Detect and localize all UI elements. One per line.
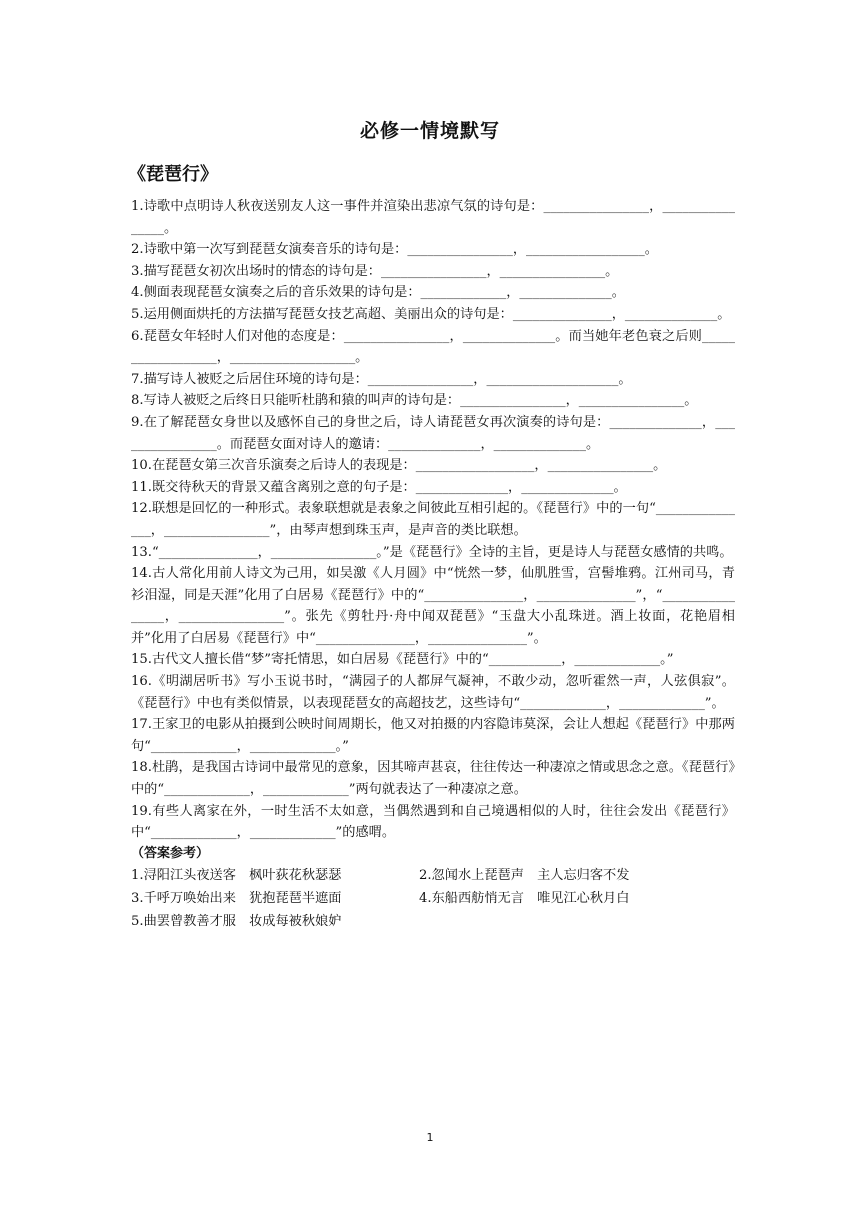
- question-item: 11.既交待秋天的背景又蕴含离别之意的句子是：______________，______________。: [131, 479, 627, 495]
- answer-item: 4.东船西舫悄无言 唯见江心秋月白: [419, 890, 630, 906]
- question-item: 8.写诗人被贬之后终日只能听杜鹃和猿的叫声的诗句是：________________，________________。: [131, 393, 698, 409]
- answer-item: 3.千呼万唤始出来 犹抱琵琶半遮面: [131, 890, 342, 906]
- question-item: 13.“_______________，________________。”是《琵琶行》全诗的主旨，更是诗人与琵琶女感情的共鸣。: [131, 544, 733, 560]
- question-item: 4.侧面表现琵琶女演奏之后的音乐效果的诗句是：_____________，______________。: [131, 285, 625, 301]
- answer-item: 2.忽闻水上琵琶声 主人忘归客不发: [419, 867, 630, 883]
- question-item: 3.描写琵琶女初次出场时的情态的诗句是：________________，________________。: [131, 263, 619, 279]
- question-item: 14.古人常化用前人诗文为己用，如吴激《人月圆》中“恍然一梦，仙肌胜雪，宫髻堆鸦。江州司马，青衫泪湿，同是天涯”化用了白居易《琵琶行》中的“_______________，_______________”，“________________，________________”。张先《剪牡丹·舟中闻双琵琶》“玉盘大小乱珠迸。酒上妆面，花艳眉相并”化用了白居易《琵琶行》中“_______________，_______________”。: [131, 566, 735, 646]
- section-heading: 《琵琶行》: [128, 164, 218, 185]
- answers-heading: （答案参考）: [131, 845, 210, 861]
- question-item: 9.在了解琵琶女身世以及感怀自己的身世之后，诗人请琵琶女再次演奏的诗句是：______________，________________。而琵琶女面对诗人的邀请：______________，______________。: [131, 414, 735, 452]
- question-item: 19.有些人离家在外，一时生活不太如意，当偶然遇到和自己境遇相似的人时，往往会发出《琵琶行》中“_____________，_____________”的感喟。: [131, 803, 735, 841]
- question-item: 1.诗歌中点明诗人秋夜送别友人这一事件并渲染出悲凉气氛的诗句是：________________，________________。: [131, 199, 735, 236]
- question-item: 5.运用侧面烘托的方法描写琵琶女技艺高超、美丽出众的诗句是：_______________，______________。: [131, 306, 731, 322]
- answer-item: [419, 910, 707, 933]
- answer-row: [131, 864, 735, 887]
- question-item: 18.杜鹃，是我国古诗词中最常见的意象，因其啼声甚哀，往往传达一种凄凉之情或思念之意。《琵琶行》中的“_____________，_____________”两句就表达了一种凄凉之意。: [131, 760, 735, 798]
- question-item: 10.在琵琶女第三次音乐演奏之后诗人的表现是：__________________，________________。: [131, 458, 667, 474]
- answer-item: 1.浔阳江头夜送客 枫叶荻花秋瑟瑟: [131, 867, 342, 883]
- question-item: 7.描写诗人被贬之后居住环境的诗句是：________________，____________________。: [131, 371, 632, 387]
- answer-row: [131, 887, 735, 910]
- question-item: 6.琵琶女年轻时人们对他的态度是：________________，______________。而当她年老色衰之后则__________________，___________________。: [131, 328, 735, 366]
- question-list: [131, 196, 735, 933]
- answer-item: 5.曲罢曾教善才服 妆成每被秋娘妒: [131, 913, 342, 929]
- question-item: 17.王家卫的电影从拍摄到公映时间周期长，他又对拍摄的内容隐讳莫深，会让人想起《琵琶行》中那两句“_____________，_____________。”: [131, 717, 735, 754]
- question-item: 15.古代文人擅长借“梦”寄托情思，如白居易《琵琶行》中的“___________，_____________。”: [131, 652, 674, 668]
- page-number: 1: [426, 1131, 434, 1144]
- question-item: 2.诗歌中第一次写到琵琶女演奏音乐的诗句是：________________，__________________。: [131, 242, 658, 258]
- page-title: 必修一情境默写: [359, 120, 500, 142]
- answer-row: [131, 910, 735, 933]
- question-item: 12.联想是回忆的一种形式。表象联想就是表象之间彼此互相引起的。《琵琶行》中的一句“_______________，________________”，由琴声想到珠玉声，是声音的类比联想。: [131, 501, 735, 538]
- question-item: 16.《明湖居听书》写小玉说书时，“满园子的人都屏气凝神，不敢少动，忽听霍然一声，人弦俱寂”。《琵琶行》中也有类似情景，以表现琵琶女的高超技艺，这些诗句“_____________，_____________”。: [131, 674, 735, 711]
